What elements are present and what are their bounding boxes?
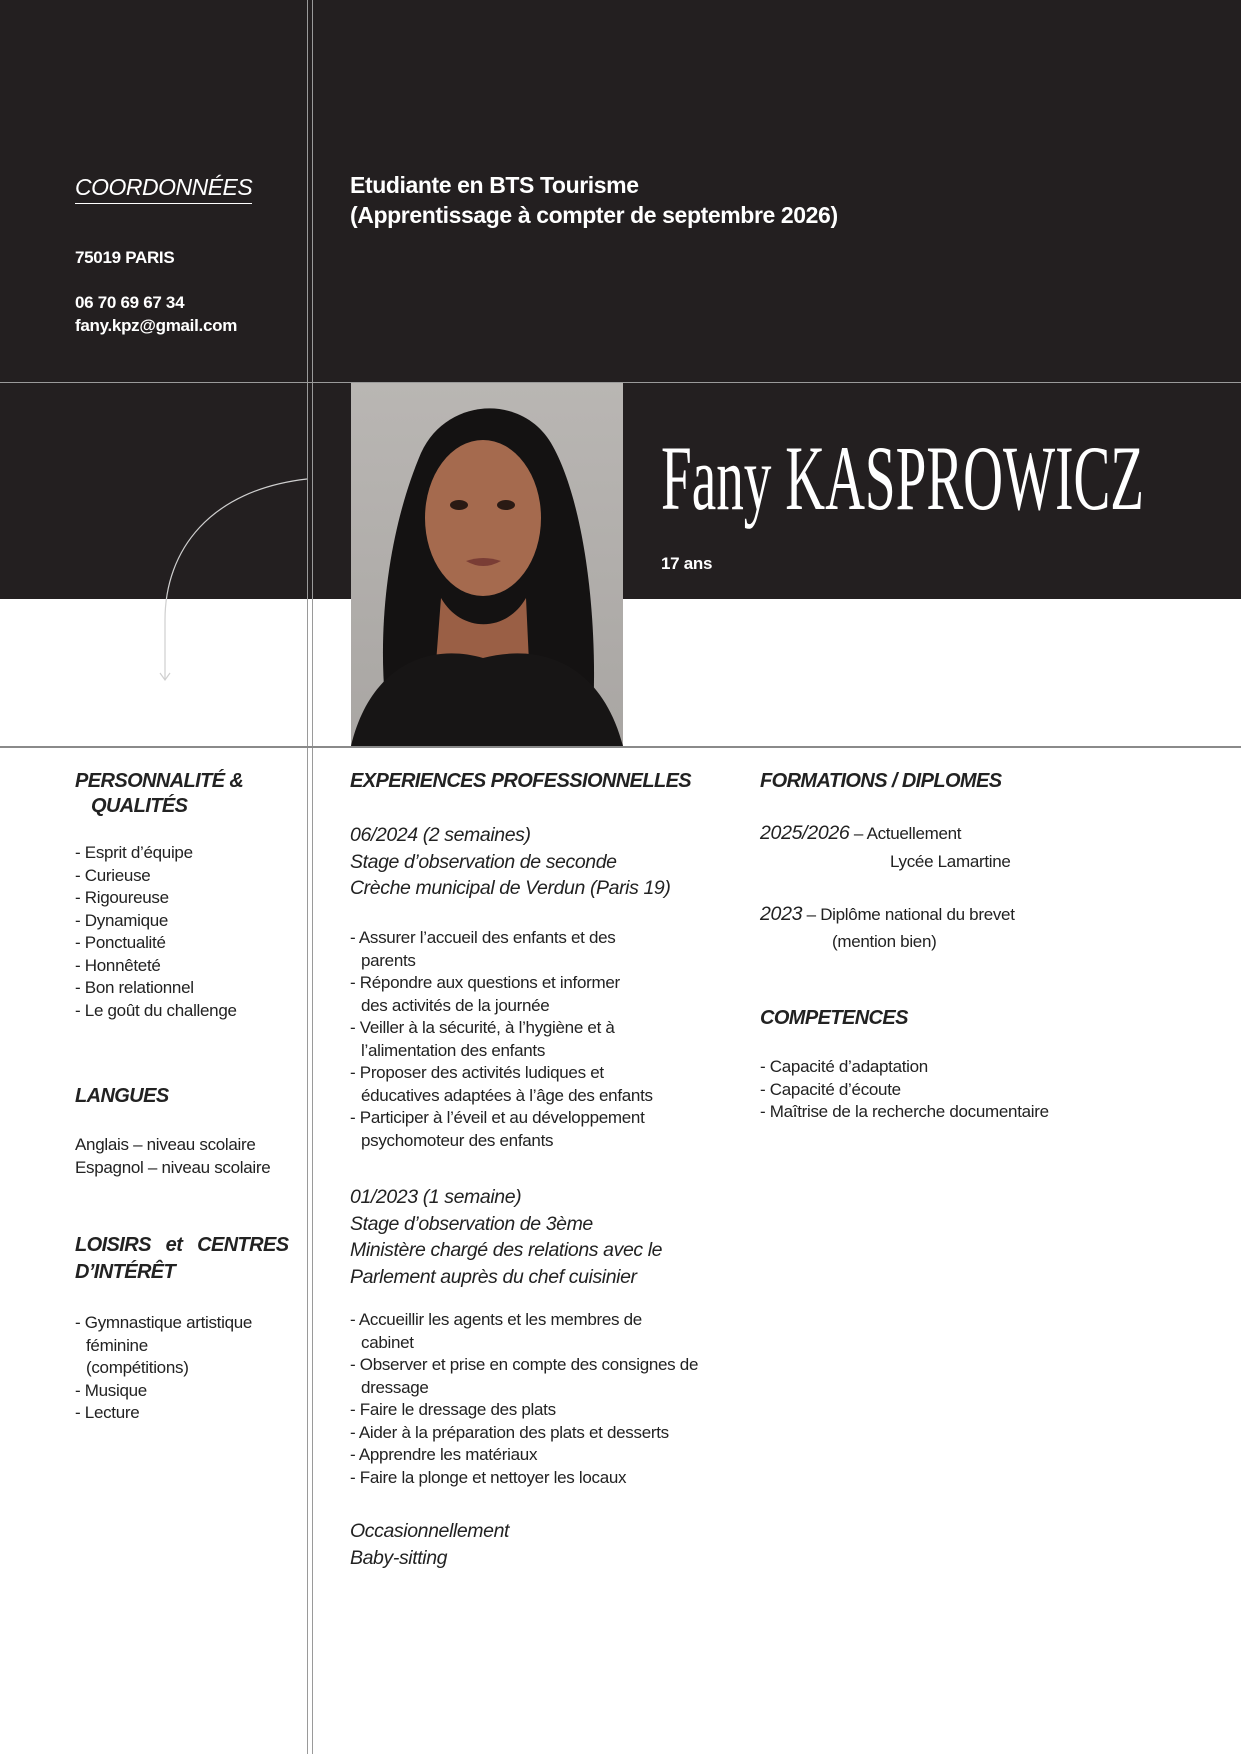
personality-list (75, 842, 237, 1022)
occasional-job: Baby-sitting (350, 1546, 448, 1569)
job-tasks (350, 927, 653, 1152)
list-item-text: - Aider à la préparation des plats et desserts (350, 1422, 669, 1442)
list-item-text: - Ponctualité (75, 933, 166, 952)
contact-heading: COORDONNÉES (75, 174, 252, 204)
education-entry (760, 903, 1015, 953)
contact-address: 75019 PARIS (75, 248, 175, 267)
list-item (75, 955, 237, 978)
list-item-text: - Participer à l’éveil et au développement (350, 1108, 645, 1127)
list-item (75, 842, 237, 865)
list-item-continuation: (compétitions) (86, 1358, 189, 1377)
list-item (350, 927, 653, 972)
list-item-continuation: psychomoteur des enfants (361, 1130, 554, 1150)
job-header (350, 1184, 662, 1290)
list-item (75, 865, 237, 888)
list-item-text: - Curieuse (75, 865, 151, 885)
list-item-text: - Esprit d’équipe (75, 843, 193, 862)
list-item-text: Anglais – niveau scolaire (75, 1135, 256, 1154)
list-item (760, 1101, 1049, 1124)
list-item (350, 1399, 698, 1422)
list-item-text: - Faire la plonge et nettoyer les locaux (350, 1467, 627, 1487)
list-item (350, 1354, 698, 1399)
list-item-text: - Bon relationnel (75, 978, 194, 997)
contact-phone[interactable]: 06 70 69 67 34 (75, 293, 185, 312)
list-item (350, 1107, 653, 1152)
skills-heading: COMPETENCES (760, 1007, 908, 1029)
languages-heading: LANGUES (75, 1085, 169, 1107)
list-item-text: - Proposer des activités ludiques et (350, 1063, 604, 1082)
skills-list (760, 1056, 1049, 1124)
education-detail: (mention bien) (832, 931, 937, 951)
list-item-continuation: féminine (86, 1335, 148, 1355)
list-item-text: - Lecture (75, 1403, 140, 1422)
list-item-text: - Apprendre les matériaux (350, 1445, 538, 1464)
section-divider (0, 746, 1241, 748)
education-year: 2023 (760, 903, 803, 925)
list-item-continuation: l’alimentation des enfants (361, 1040, 546, 1060)
profile-photo (351, 383, 623, 746)
separator: – (849, 824, 867, 843)
list-item-continuation: cabinet (361, 1332, 414, 1352)
list-item (350, 1017, 653, 1062)
job-title (350, 170, 838, 230)
list-item-text: - Veiller à la sécurité, à l’hygiène et à (350, 1018, 615, 1037)
list-item-text: - Gymnastique artistique (75, 1313, 253, 1332)
job-place: Parlement auprès du chef cuisinier (350, 1265, 637, 1288)
job-tasks (350, 1309, 698, 1489)
job-title-line: Etudiante en BTS Tourisme (350, 172, 639, 198)
list-item-continuation: dressage (361, 1377, 429, 1397)
job-title: Stage d’observation de seconde (350, 850, 617, 873)
education-label: Actuellement (866, 824, 962, 843)
list-item (350, 1444, 698, 1467)
curved-arrow-icon (150, 470, 310, 685)
list-item-text: - Répondre aux questions et informer (350, 973, 620, 992)
occasional-jobs (350, 1518, 509, 1571)
list-item-text: - Faire le dressage des plats (350, 1400, 556, 1419)
hobbies-list (75, 1312, 252, 1425)
list-item (75, 1000, 237, 1023)
column-divider-line (312, 0, 313, 1754)
age: 17 ans (661, 554, 713, 573)
list-item (760, 1056, 1049, 1079)
list-item-text: - Dynamique (75, 910, 169, 930)
list-item-continuation: des activités de la journée (361, 995, 550, 1015)
job-title: Stage d’observation de 3ème (350, 1212, 593, 1235)
list-item-text: - Honnêteté (75, 955, 161, 975)
job-header (350, 822, 670, 902)
list-item (350, 1309, 698, 1354)
heading-line: PERSONNALITÉ & (75, 770, 244, 792)
list-item-text: - Capacité d’adaptation (760, 1057, 928, 1076)
list-item (75, 1402, 252, 1425)
list-item-text: - Maîtrise de la recherche documentaire (760, 1102, 1049, 1121)
list-item (75, 887, 237, 910)
list-item (75, 1312, 252, 1380)
list-item (75, 977, 237, 1000)
list-item-continuation: éducatives adaptées à l’âge des enfants (361, 1085, 653, 1105)
list-item (350, 1422, 698, 1445)
list-item-text: - Le goût du challenge (75, 1000, 237, 1020)
list-item-text: - Assurer l’accueil des enfants et des (350, 928, 616, 947)
list-item (350, 1467, 698, 1490)
list-item (75, 1380, 252, 1403)
list-item (760, 1079, 1049, 1102)
languages-list (75, 1134, 270, 1179)
list-item-text: - Accueillir les agents et les membres de (350, 1310, 642, 1329)
list-item-continuation: parents (361, 950, 416, 970)
heading-line: D’INTÉRÊT (75, 1261, 176, 1283)
column-divider-line (307, 0, 308, 1754)
hobbies-heading (75, 1232, 289, 1286)
job-date: 06/2024 (2 semaines) (350, 824, 531, 846)
list-item (350, 972, 653, 1017)
education-heading: FORMATIONS / DIPLOMES (760, 770, 1002, 792)
job-date: 01/2023 (1 semaine) (350, 1186, 522, 1208)
list-item-text: - Musique (75, 1380, 147, 1400)
job-place: Crèche municipal de Verdun (Paris 19) (350, 877, 671, 899)
education-detail: Lycée Lamartine (890, 851, 1011, 871)
list-item (75, 932, 237, 955)
education-year: 2025/2026 (760, 822, 850, 844)
list-item (75, 910, 237, 933)
list-item (350, 1062, 653, 1107)
heading-line: LOISIRS et CENTRES (75, 1234, 289, 1256)
list-item-text: - Observer et prise en compte des consignes de (350, 1355, 699, 1374)
education-entry (760, 822, 1011, 873)
job-place: Ministère chargé des relations avec le (350, 1239, 663, 1261)
full-name: Fany KASPROWICZ (661, 427, 1145, 529)
list-item-text: Espagnol – niveau scolaire (75, 1157, 271, 1177)
experience-heading: EXPERIENCES PROFESSIONNELLES (350, 770, 692, 792)
list-item (75, 1157, 270, 1180)
occasional-label: Occasionnellement (350, 1520, 510, 1542)
list-item-text: - Capacité d’écoute (760, 1079, 901, 1099)
contact-email[interactable]: fany.kpz@gmail.com (75, 316, 238, 335)
job-title-line: (Apprentissage à compter de septembre 2026) (350, 202, 838, 228)
personality-heading (75, 769, 243, 819)
list-item-text: - Rigoureuse (75, 888, 169, 907)
portrait-image (351, 383, 623, 746)
heading-line: QUALITÉS (91, 795, 188, 817)
list-item (75, 1134, 270, 1157)
education-label: Diplôme national du brevet (820, 905, 1015, 924)
separator: – (802, 905, 821, 924)
